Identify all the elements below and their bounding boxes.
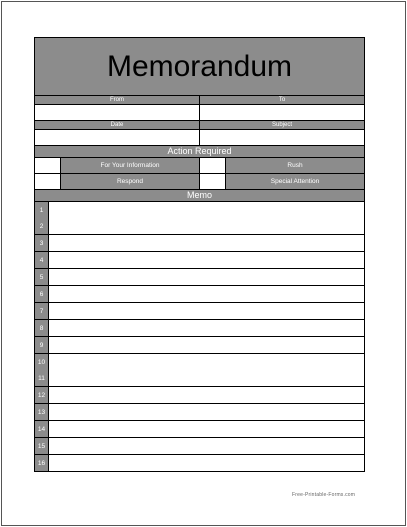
action-row-2	[35, 174, 364, 190]
memo-form	[34, 37, 365, 472]
memo-section-header: Memo	[35, 190, 364, 202]
from-to-header-row	[35, 96, 364, 105]
date-subject-field-row	[35, 130, 364, 146]
memo-line-12	[35, 387, 364, 404]
rush-label: Rush	[225, 158, 364, 173]
line-number: 16	[37, 459, 46, 467]
line-number: 2	[39, 222, 44, 230]
fyi-label: For Your Information	[60, 158, 200, 173]
line-number: 11	[38, 374, 45, 382]
rush-checkbox[interactable]	[200, 158, 225, 173]
line-number: 14	[37, 425, 46, 433]
memo-line-field[interactable]	[49, 235, 364, 251]
line-number: 4	[39, 256, 44, 264]
from-to-field-row	[35, 105, 364, 121]
memo-line-15	[35, 438, 364, 455]
line-number: 15	[37, 442, 46, 450]
line-number: 7	[39, 307, 44, 315]
subject-label: Subject	[199, 121, 364, 129]
to-label: To	[199, 96, 364, 104]
memo-line-4	[35, 252, 364, 269]
from-field[interactable]	[35, 105, 199, 120]
memo-line-7	[35, 303, 364, 320]
action-required-header: Action Required	[35, 146, 364, 158]
line-number: 10	[37, 358, 46, 366]
respond-checkbox[interactable]	[35, 174, 60, 189]
memo-line-3	[35, 235, 364, 252]
line-number: 6	[39, 290, 44, 298]
memo-line-6	[35, 286, 364, 303]
respond-label: Respond	[60, 174, 200, 189]
memo-line-field[interactable]	[49, 387, 364, 403]
memo-line-field[interactable]	[49, 337, 364, 353]
date-field[interactable]	[35, 130, 199, 145]
memo-line-field[interactable]	[49, 269, 364, 285]
memo-line-field[interactable]	[49, 252, 364, 268]
line-number: 12	[37, 391, 46, 399]
footer-credit: Free-Printable-Forms.com	[292, 492, 356, 498]
form-title: Memorandum	[35, 38, 364, 96]
line-number: 9	[39, 341, 44, 349]
memo-line-1-2	[35, 202, 364, 235]
fyi-checkbox[interactable]	[35, 158, 60, 173]
memo-line-field[interactable]	[49, 438, 364, 454]
memo-lines	[35, 202, 364, 471]
line-number: 13	[37, 408, 46, 416]
subject-field[interactable]	[199, 130, 364, 145]
memo-line-field[interactable]	[49, 421, 364, 437]
memo-line-field[interactable]	[49, 354, 364, 386]
action-row-1	[35, 158, 364, 174]
to-field[interactable]	[199, 105, 364, 120]
date-label: Date	[110, 122, 124, 128]
special-attention-label: Special Attention	[225, 174, 364, 189]
memo-line-13	[35, 404, 364, 421]
date-subject-header-row	[35, 121, 364, 130]
memo-line-field[interactable]	[49, 286, 364, 302]
from-label: From	[110, 97, 124, 103]
memo-line-10-11	[35, 354, 364, 387]
memo-line-field[interactable]	[49, 455, 364, 471]
memo-line-16	[35, 455, 364, 471]
memo-line-field[interactable]	[49, 303, 364, 319]
special-attention-checkbox[interactable]	[200, 174, 225, 189]
memo-line-field[interactable]	[49, 320, 364, 336]
memo-line-field[interactable]	[49, 404, 364, 420]
memo-line-field[interactable]	[49, 202, 364, 234]
line-number: 5	[39, 273, 44, 281]
memo-line-9	[35, 337, 364, 354]
memo-line-14	[35, 421, 364, 438]
line-number: 1	[39, 206, 44, 214]
memo-line-8	[35, 320, 364, 337]
line-number: 8	[39, 324, 44, 332]
memo-line-5	[35, 269, 364, 286]
line-number: 3	[39, 239, 44, 247]
